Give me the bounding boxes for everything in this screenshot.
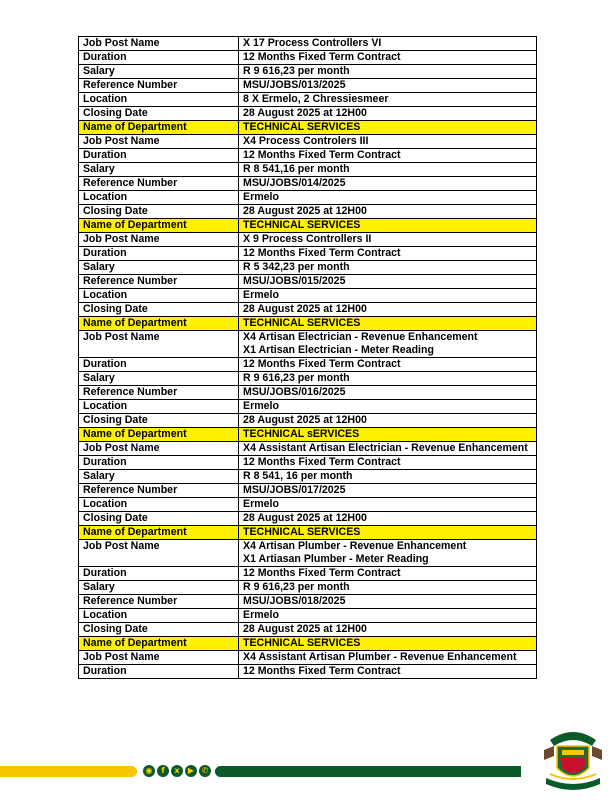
- row-value-line: X4 Process Controlers III: [243, 135, 369, 147]
- row-value-line: X4 Artisan Plumber - Revenue Enhancement: [243, 540, 467, 552]
- table-row: [79, 581, 537, 595]
- row-label: Location: [79, 609, 239, 623]
- table-row: [79, 428, 537, 442]
- table-row: [79, 51, 537, 65]
- table-row: [79, 498, 537, 512]
- row-value: [239, 163, 537, 177]
- row-value-line-2: X1 Artisan Electrician - Meter Reading: [243, 344, 434, 356]
- row-label: Closing Date: [79, 107, 239, 121]
- row-value: [239, 79, 537, 93]
- row-label: Location: [79, 289, 239, 303]
- row-value: [239, 205, 537, 219]
- row-label: Duration: [79, 665, 239, 679]
- job-posts-body: [79, 37, 537, 679]
- table-row: [79, 247, 537, 261]
- table-row: [79, 289, 537, 303]
- row-label: Duration: [79, 567, 239, 581]
- table-row: [79, 275, 537, 289]
- table-row: [79, 191, 537, 205]
- row-label: Salary: [79, 65, 239, 79]
- row-value-line: 12 Months Fixed Term Contract: [243, 358, 401, 370]
- row-label: Job Post Name: [79, 37, 239, 51]
- row-value: [239, 317, 537, 331]
- row-value-line: R 9 616,23 per month: [243, 581, 350, 593]
- footer-bar-right: [215, 766, 521, 777]
- row-value-line: TECHNICAL SERVICES: [243, 637, 361, 649]
- row-value-line: Ermelo: [243, 498, 279, 510]
- table-row: [79, 303, 537, 317]
- table-row: [79, 177, 537, 191]
- row-value: [239, 177, 537, 191]
- x-icon[interactable]: x: [171, 765, 183, 777]
- row-value-line: TECHNICAL SERVICES: [243, 317, 361, 329]
- row-value: [239, 135, 537, 149]
- row-value-line: Ermelo: [243, 191, 279, 203]
- row-value-line: 28 August 2025 at 12H00: [243, 414, 367, 426]
- row-value: [239, 93, 537, 107]
- row-value-line: 28 August 2025 at 12H00: [243, 623, 367, 635]
- table-row: [79, 163, 537, 177]
- row-label: Reference Number: [79, 386, 239, 400]
- row-value: [239, 428, 537, 442]
- row-value: [239, 609, 537, 623]
- table-row: [79, 623, 537, 637]
- row-label: Name of Department: [79, 637, 239, 651]
- table-row: [79, 358, 537, 372]
- row-label: Job Post Name: [79, 442, 239, 456]
- row-label: Duration: [79, 247, 239, 261]
- row-label: Reference Number: [79, 484, 239, 498]
- row-label: Reference Number: [79, 275, 239, 289]
- row-label: Duration: [79, 149, 239, 163]
- row-value-line: 12 Months Fixed Term Contract: [243, 51, 401, 63]
- row-label: Salary: [79, 581, 239, 595]
- table-row: [79, 135, 537, 149]
- row-value: [239, 414, 537, 428]
- row-label: Reference Number: [79, 595, 239, 609]
- row-label: Name of Department: [79, 526, 239, 540]
- row-value-line: 12 Months Fixed Term Contract: [243, 665, 401, 677]
- row-value: [239, 651, 537, 665]
- table-row: [79, 400, 537, 414]
- row-label: Location: [79, 400, 239, 414]
- table-row: [79, 331, 537, 358]
- row-value: [239, 665, 537, 679]
- row-value: [239, 400, 537, 414]
- row-value-line: Ermelo: [243, 609, 279, 621]
- table-row: [79, 512, 537, 526]
- row-value: [239, 623, 537, 637]
- row-label: Job Post Name: [79, 233, 239, 247]
- row-value-line: X4 Artisan Electrician - Revenue Enhancement: [243, 331, 478, 343]
- table-row: [79, 205, 537, 219]
- row-value: [239, 233, 537, 247]
- table-row: [79, 149, 537, 163]
- table-row: [79, 442, 537, 456]
- table-row: [79, 665, 537, 679]
- table-row: [79, 233, 537, 247]
- table-row: [79, 540, 537, 567]
- table-row: [79, 219, 537, 233]
- job-posts-table: [78, 36, 537, 679]
- whatsapp-icon[interactable]: ✆: [199, 765, 211, 777]
- row-label: Closing Date: [79, 303, 239, 317]
- row-value-line: Ermelo: [243, 400, 279, 412]
- row-value-line: 28 August 2025 at 12H00: [243, 512, 367, 524]
- row-label: Duration: [79, 456, 239, 470]
- row-value: [239, 191, 537, 205]
- row-value: [239, 386, 537, 400]
- table-row: [79, 317, 537, 331]
- table-row: [79, 609, 537, 623]
- row-value: [239, 567, 537, 581]
- table-row: [79, 121, 537, 135]
- row-value: [239, 372, 537, 386]
- table-row: [79, 107, 537, 121]
- row-value-line: MSU/JOBS/016/2025: [243, 386, 346, 398]
- table-row: [79, 65, 537, 79]
- row-value: [239, 331, 537, 358]
- row-value-line: 12 Months Fixed Term Contract: [243, 149, 401, 161]
- row-value-line: 28 August 2025 at 12H00: [243, 107, 367, 119]
- row-value: [239, 261, 537, 275]
- row-value: [239, 121, 537, 135]
- table-row: [79, 637, 537, 651]
- row-label: Salary: [79, 372, 239, 386]
- table-row: [79, 456, 537, 470]
- row-value-line: TECHNICAL SERVICES: [243, 219, 361, 231]
- row-value: [239, 275, 537, 289]
- row-label: Reference Number: [79, 177, 239, 191]
- table-row: [79, 470, 537, 484]
- row-label: Closing Date: [79, 623, 239, 637]
- row-label: Duration: [79, 51, 239, 65]
- row-value: [239, 358, 537, 372]
- table-row: [79, 567, 537, 581]
- row-label: Closing Date: [79, 512, 239, 526]
- row-value: [239, 526, 537, 540]
- row-value-line: MSU/JOBS/015/2025: [243, 275, 346, 287]
- row-label: Name of Department: [79, 428, 239, 442]
- coat-of-arms-logo: [540, 726, 606, 796]
- globe-icon[interactable]: ◉: [143, 765, 155, 777]
- row-value: [239, 637, 537, 651]
- row-label: Location: [79, 498, 239, 512]
- row-value: [239, 595, 537, 609]
- row-value-line: MSU/JOBS/018/2025: [243, 595, 346, 607]
- row-value-line: 8 X Ermelo, 2 Chressiesmeer: [243, 93, 389, 105]
- row-value-line: X 9 Process Controllers II: [243, 233, 372, 245]
- row-value-line: Ermelo: [243, 289, 279, 301]
- row-value-line: TECHNICAL SERVICES: [243, 526, 361, 538]
- row-value: [239, 456, 537, 470]
- row-value-line: TECHNICAL SERVICES: [243, 121, 361, 133]
- table-row: [79, 484, 537, 498]
- row-value: [239, 289, 537, 303]
- row-value-line: MSU/JOBS/013/2025: [243, 79, 346, 91]
- row-value-line: 28 August 2025 at 12H00: [243, 205, 367, 217]
- row-value-line: MSU/JOBS/014/2025: [243, 177, 346, 189]
- row-value-line: R 5 342,23 per month: [243, 261, 350, 273]
- row-label: Job Post Name: [79, 540, 239, 567]
- youtube-icon[interactable]: ▶: [185, 765, 197, 777]
- row-value-line: MSU/JOBS/017/2025: [243, 484, 346, 496]
- row-value: [239, 512, 537, 526]
- facebook-icon[interactable]: f: [157, 765, 169, 777]
- table-row: [79, 386, 537, 400]
- row-value: [239, 107, 537, 121]
- row-value-line: 12 Months Fixed Term Contract: [243, 247, 401, 259]
- row-value: [239, 484, 537, 498]
- row-value: [239, 498, 537, 512]
- row-label: Job Post Name: [79, 651, 239, 665]
- row-label: Reference Number: [79, 79, 239, 93]
- table-row: [79, 414, 537, 428]
- row-value: [239, 51, 537, 65]
- table-row: [79, 261, 537, 275]
- table-row: [79, 93, 537, 107]
- row-value: [239, 219, 537, 233]
- row-value: [239, 149, 537, 163]
- row-label: Closing Date: [79, 205, 239, 219]
- row-label: Name of Department: [79, 317, 239, 331]
- row-label: Salary: [79, 163, 239, 177]
- row-value: [239, 442, 537, 456]
- row-value-line: X4 Assistant Artisan Plumber - Revenue Enhancement: [243, 651, 517, 663]
- row-value: [239, 247, 537, 261]
- row-value-line: R 9 616,23 per month: [243, 372, 350, 384]
- table-row: [79, 37, 537, 51]
- row-value: [239, 470, 537, 484]
- row-value-line: X4 Assistant Artisan Electrician - Revenue Enhancement: [243, 442, 528, 454]
- row-value-line: R 8 541, 16 per month: [243, 470, 353, 482]
- row-label: Name of Department: [79, 219, 239, 233]
- row-label: Location: [79, 191, 239, 205]
- row-value-line: R 9 616,23 per month: [243, 65, 350, 77]
- row-label: Salary: [79, 470, 239, 484]
- table-row: [79, 651, 537, 665]
- row-label: Location: [79, 93, 239, 107]
- row-value-line: 28 August 2025 at 12H00: [243, 303, 367, 315]
- row-value: [239, 581, 537, 595]
- row-label: Duration: [79, 358, 239, 372]
- row-value-line: X 17 Process Controllers VI: [243, 37, 382, 49]
- row-value: [239, 65, 537, 79]
- row-value: [239, 37, 537, 51]
- table-row: [79, 372, 537, 386]
- row-label: Closing Date: [79, 414, 239, 428]
- row-value-line-2: X1 Artiasan Plumber - Meter Reading: [243, 553, 429, 565]
- table-row: [79, 79, 537, 93]
- table-row: [79, 526, 537, 540]
- row-label: Salary: [79, 261, 239, 275]
- row-label: Name of Department: [79, 121, 239, 135]
- row-value-line: TECHNICAL sERVICES: [243, 428, 360, 440]
- row-value-line: 12 Months Fixed Term Contract: [243, 456, 401, 468]
- footer-bar-left: [0, 766, 137, 777]
- row-value: [239, 540, 537, 567]
- row-label: Job Post Name: [79, 331, 239, 358]
- row-value: [239, 303, 537, 317]
- social-icons: [143, 765, 211, 778]
- row-value-line: R 8 541,16 per month: [243, 163, 350, 175]
- row-label: Job Post Name: [79, 135, 239, 149]
- table-row: [79, 595, 537, 609]
- row-value-line: 12 Months Fixed Term Contract: [243, 567, 401, 579]
